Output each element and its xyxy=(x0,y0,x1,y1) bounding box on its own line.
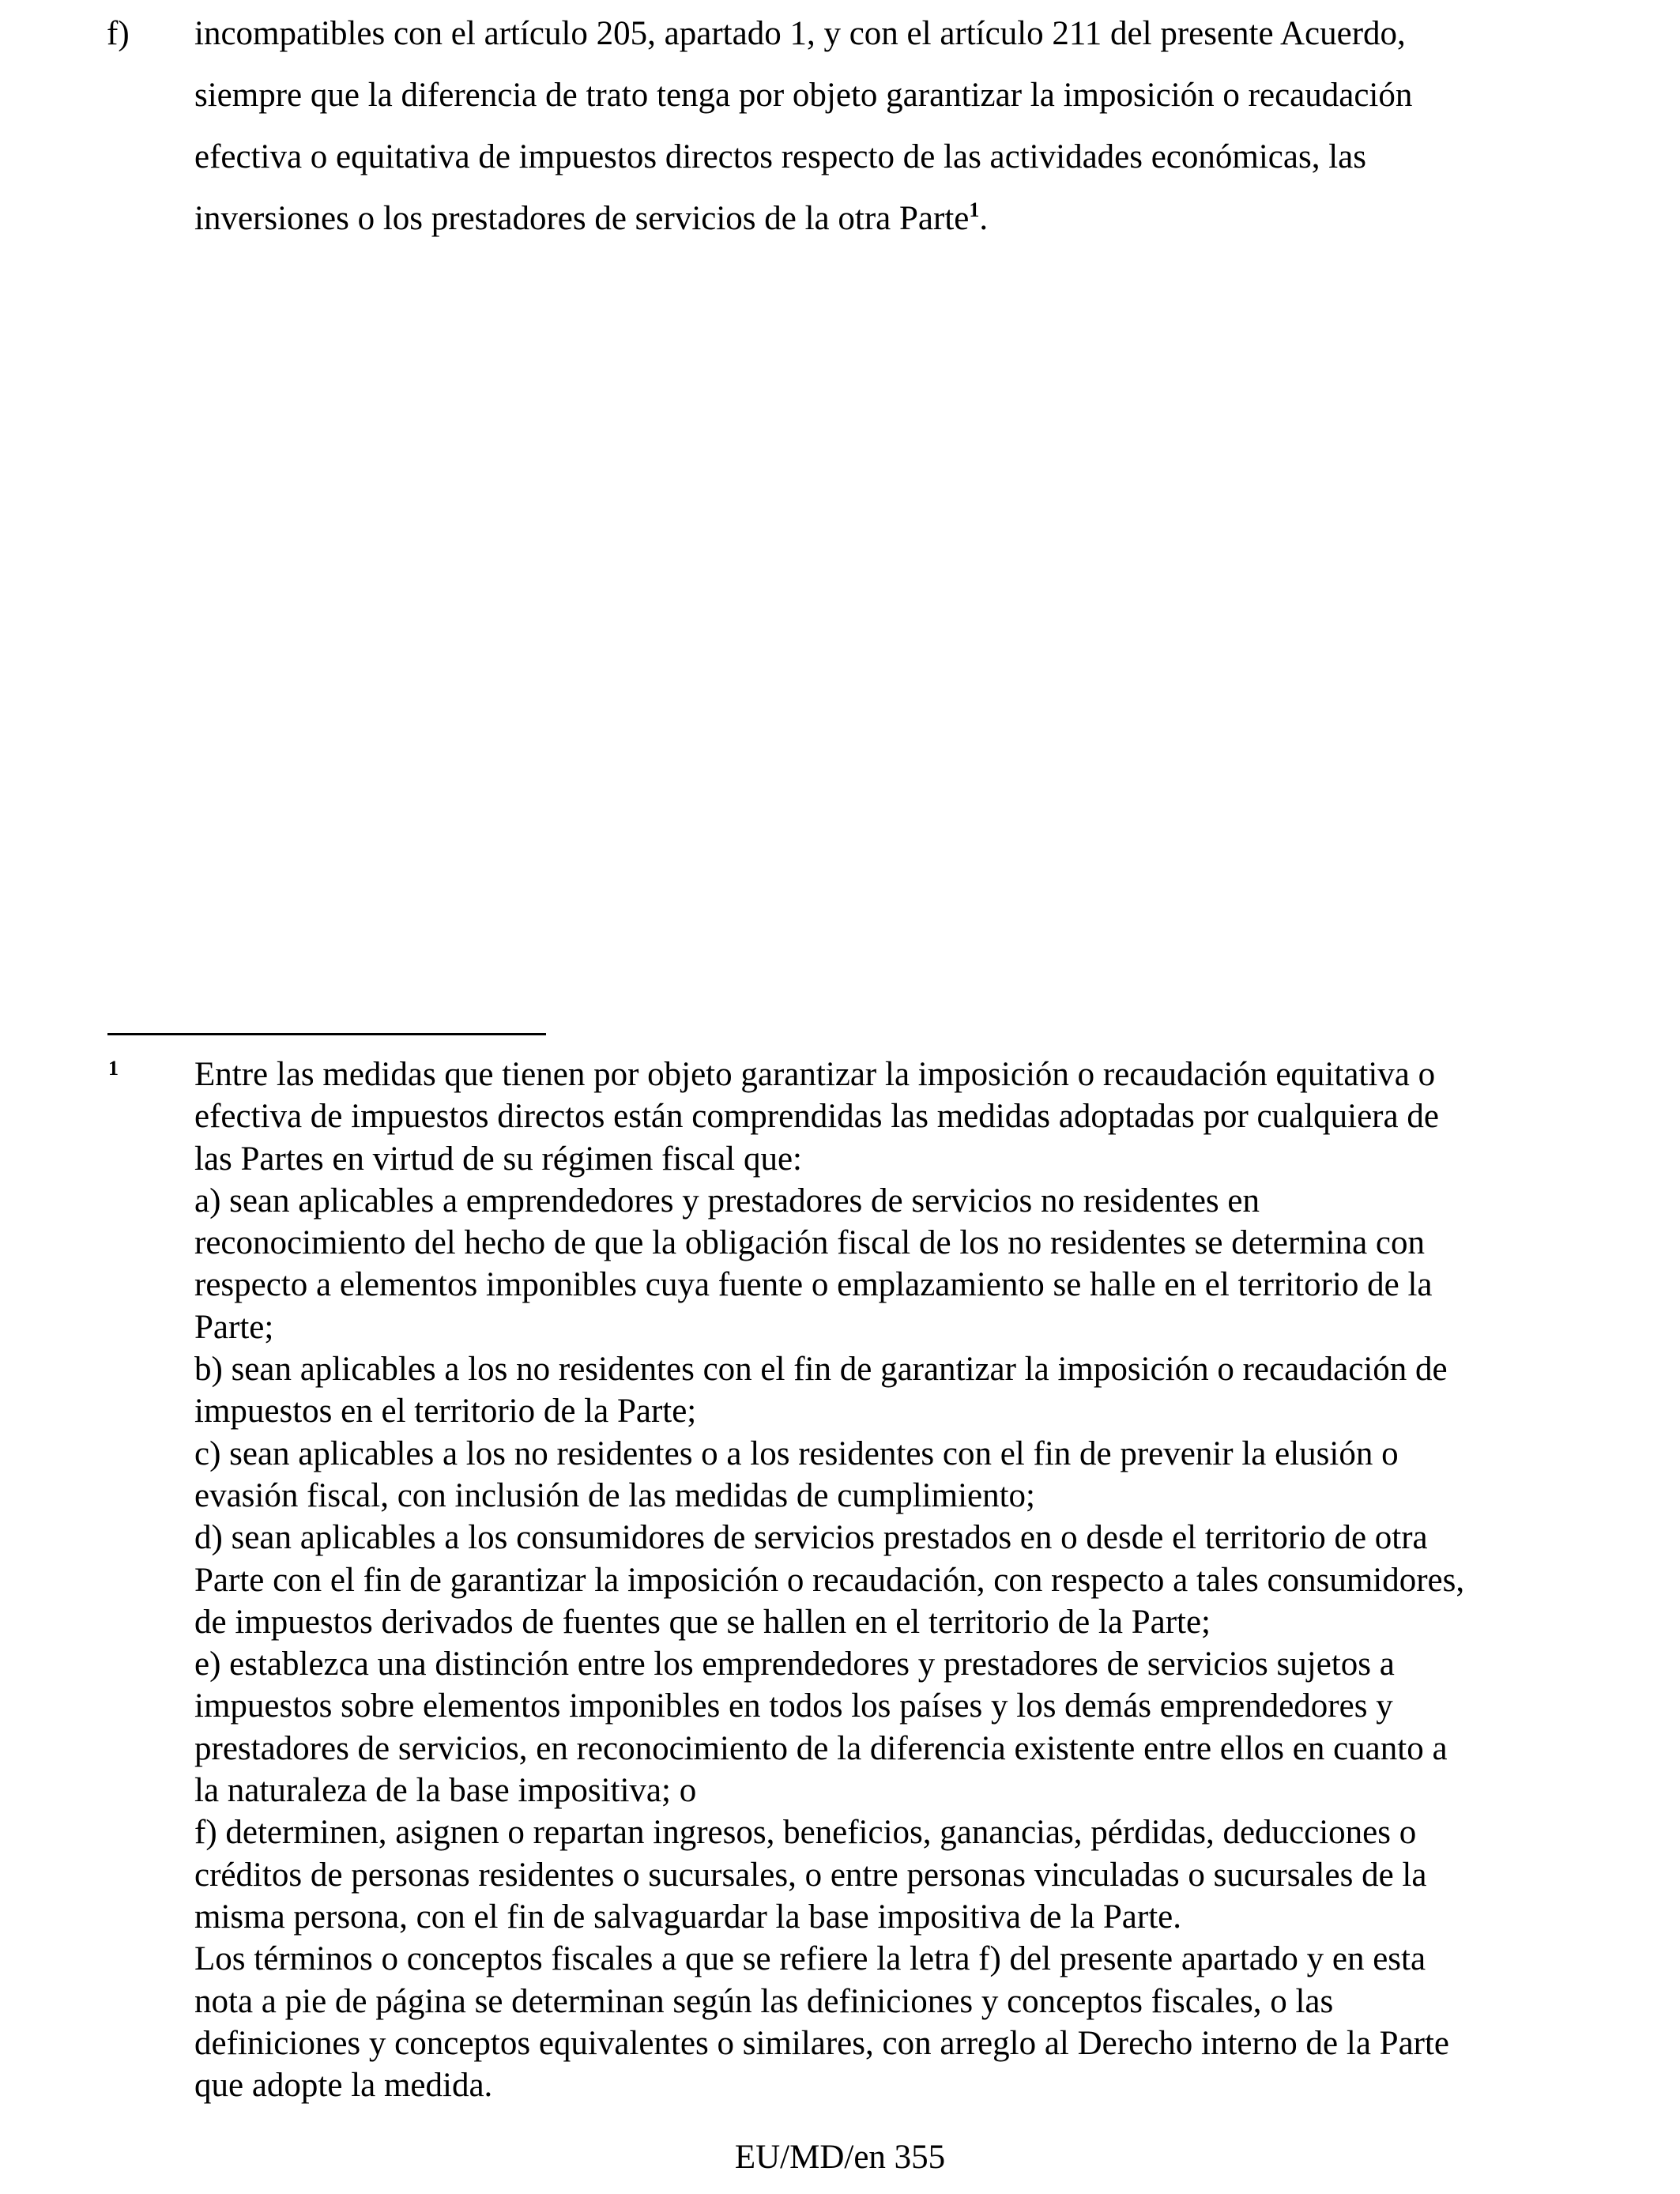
footnote-line: c) sean aplicables a los no residentes o a los residentes con el fin de prevenir la elusión o xyxy=(194,1434,1399,1472)
footnote-line: de impuestos derivados de fuentes que se hallen en el territorio de la Parte; xyxy=(194,1603,1211,1641)
footnote-line: que adopte la medida. xyxy=(194,2067,493,2105)
page-number: EU/MD/en 355 xyxy=(734,2139,946,2176)
footnote-marker: 1 xyxy=(108,1057,119,1080)
clause-end-punctuation: . xyxy=(979,200,989,237)
footnote-line: las Partes en virtud de su régimen fiscal que: xyxy=(194,1140,803,1178)
footnote-line: d) sean aplicables a los consumidores de servicios prestados en o desde el territorio de otra xyxy=(194,1519,1428,1557)
footnote-line: impuestos en el territorio de la Parte; xyxy=(194,1393,697,1431)
footnote-reference[interactable]: 1 xyxy=(969,198,980,221)
footnote-separator xyxy=(107,1033,546,1035)
clause-line: efectiva o equitativa de impuestos directos respecto de las actividades económicas, las xyxy=(194,138,1366,175)
clause-line: siempre que la diferencia de trato tenga por objeto garantizar la imposición o recaudación xyxy=(194,77,1413,114)
footnote-line: créditos de personas residentes o sucursales, o entre personas vinculadas o sucursales de la xyxy=(194,1856,1427,1894)
footnote-line: efectiva de impuestos directos están comprendidas las medidas adoptadas por cualquiera de xyxy=(194,1098,1439,1136)
footnote-line: a) sean aplicables a emprendedores y prestadores de servicios no residentes en xyxy=(194,1182,1260,1220)
footnote-text xyxy=(194,1054,1577,2106)
footnote-line: respecto a elementos imponibles cuya fuente o emplazamiento se halle en el territorio de la xyxy=(194,1266,1433,1304)
footnote-line: Los términos o conceptos fiscales a que se refiere la letra f) del presente apartado y en esta xyxy=(194,1940,1426,1978)
clause-line: inversiones o los prestadores de servicios de la otra Parte xyxy=(194,200,970,237)
footnote-line: impuestos sobre elementos imponibles en todos los países y los demás emprendedores y xyxy=(194,1687,1393,1725)
footnote-line: la naturaleza de la base impositiva; o xyxy=(194,1772,697,1810)
footnote-line: Parte; xyxy=(194,1308,274,1346)
footnote-line: b) sean aplicables a los no residentes con el fin de garantizar la imposición o recaudación de xyxy=(194,1351,1448,1389)
footnote-line: Entre las medidas que tienen por objeto garantizar la imposición o recaudación equitativa o xyxy=(194,1056,1436,1093)
clause-label: f) xyxy=(107,15,130,52)
footnote-line: f) determinen, asignen o repartan ingresos, beneficios, ganancias, pérdidas, deducciones o xyxy=(194,1814,1417,1852)
footnote-line: e) establezca una distinción entre los emprendedores y prestadores de servicios sujetos a xyxy=(194,1646,1395,1683)
footnote-line: evasión fiscal, con inclusión de las medidas de cumplimiento; xyxy=(194,1476,1035,1514)
footnote-line: misma persona, con el fin de salvaguardar la base impositiva de la Parte. xyxy=(194,1898,1181,1936)
clause-line-last xyxy=(194,188,1569,250)
clause-text xyxy=(194,3,1569,250)
footnote-line: reconocimiento del hecho de que la obligación fiscal de los no residentes se determina con xyxy=(194,1224,1426,1262)
footnote-line: definiciones y conceptos equivalentes o similares, con arreglo al Derecho interno de la Parte xyxy=(194,2024,1450,2062)
footnote-line: nota a pie de página se determinan según las definiciones y conceptos fiscales, o las xyxy=(194,1982,1334,2020)
footnote-line: prestadores de servicios, en reconocimiento de la diferencia existente entre ellos en cuanto a xyxy=(194,1729,1448,1767)
clause-line: incompatibles con el artículo 205, apartado 1, y con el artículo 211 del presente Acuerdo, xyxy=(194,15,1406,52)
footnote-line: Parte con el fin de garantizar la imposición o recaudación, con respecto a tales consumidores, xyxy=(194,1561,1465,1599)
